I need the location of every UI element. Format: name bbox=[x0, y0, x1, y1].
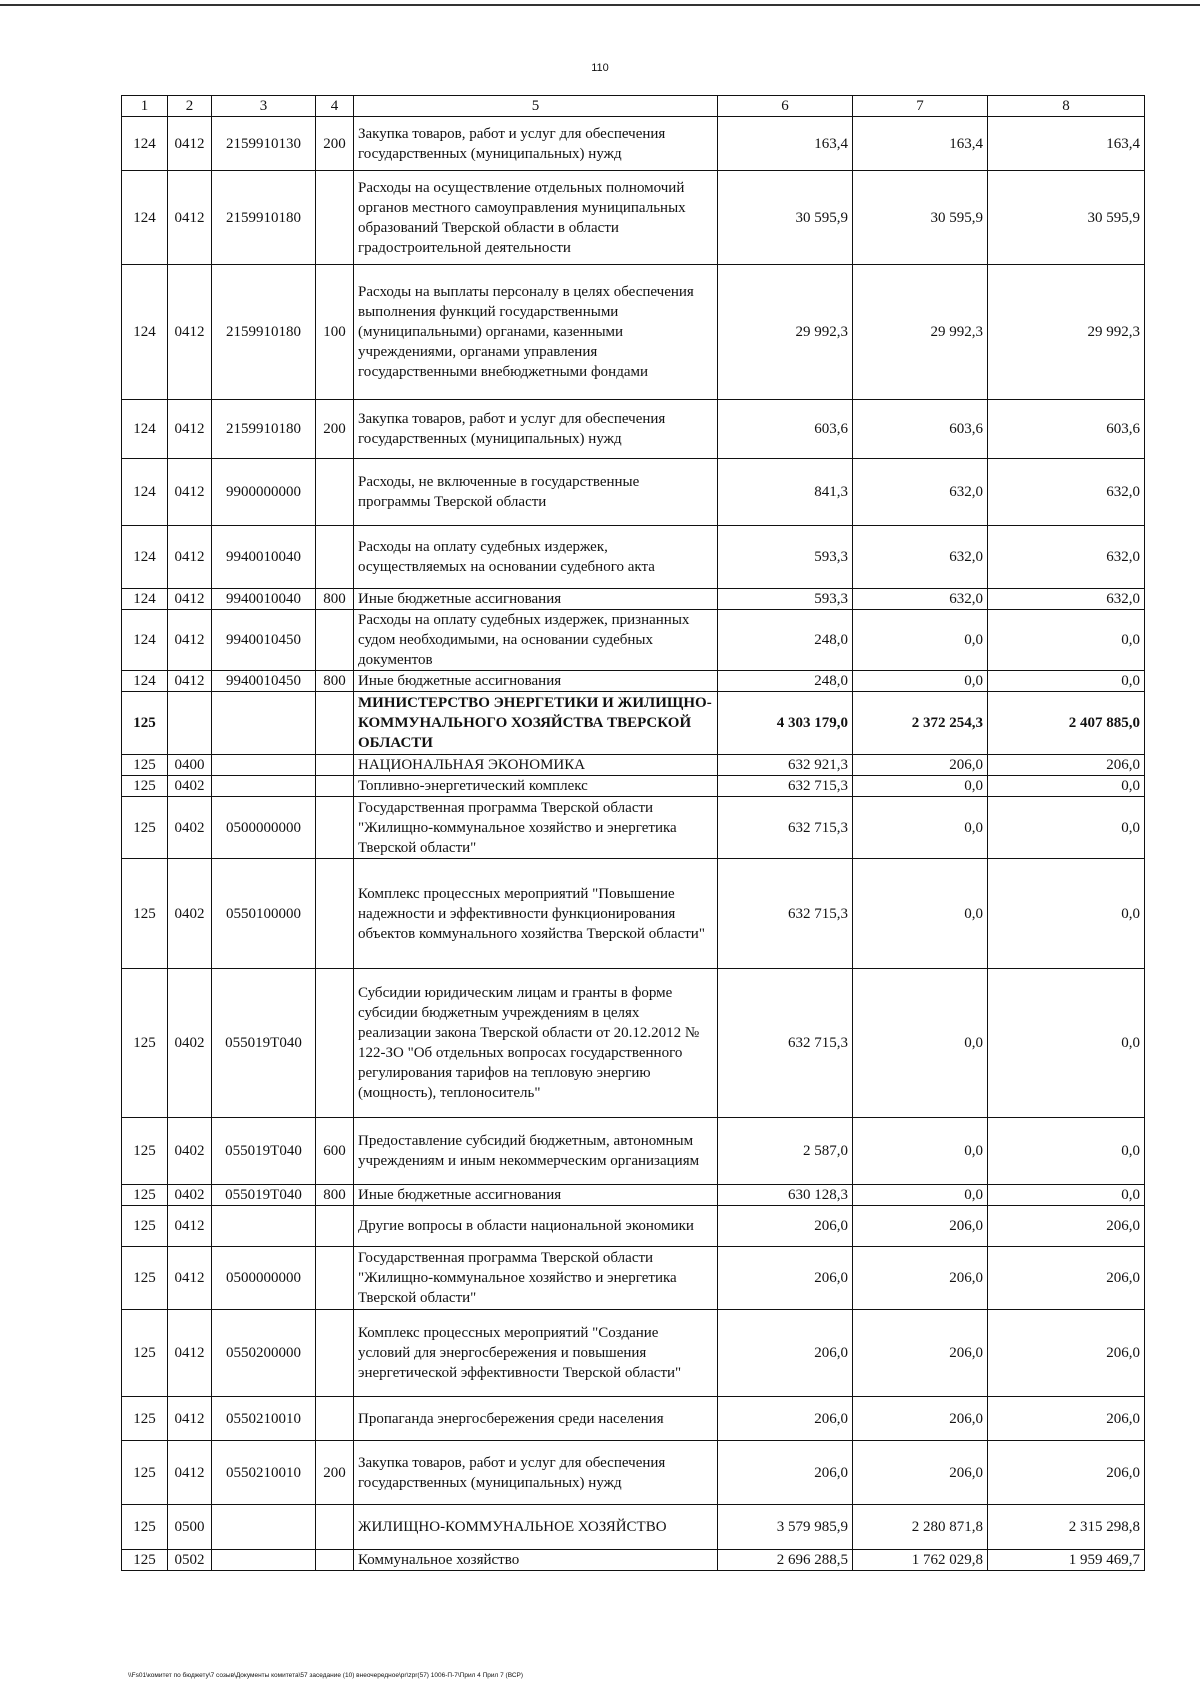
cell-section: 0402 bbox=[168, 1185, 212, 1206]
cell-section: 0412 bbox=[168, 1206, 212, 1247]
cell-description: Государственная программа Тверской области "Жилищно-коммунальное хозяйство и энергетика Тверской области" bbox=[354, 797, 718, 859]
cell-target-article: 2159910130 bbox=[212, 117, 316, 171]
page-number: 110 bbox=[591, 62, 609, 74]
cell-amount-year-2: 0,0 bbox=[853, 1185, 988, 1206]
cell-expense-type bbox=[316, 1550, 354, 1571]
cell-amount-year-3: 0,0 bbox=[988, 859, 1145, 969]
cell-description: Топливно-энергетический комплекс bbox=[354, 776, 718, 797]
cell-expense-type bbox=[316, 171, 354, 265]
col-header: 2 bbox=[168, 96, 212, 117]
cell-amount-year-3: 632,0 bbox=[988, 526, 1145, 589]
cell-amount-year-3: 1 959 469,7 bbox=[988, 1550, 1145, 1571]
cell-section: 0412 bbox=[168, 589, 212, 610]
cell-expense-type: 800 bbox=[316, 589, 354, 610]
cell-amount-year-1: 632 715,3 bbox=[718, 797, 853, 859]
cell-description: Закупка товаров, работ и услуг для обеспечения государственных (муниципальных) нужд bbox=[354, 400, 718, 459]
cell-target-article: 0550210010 bbox=[212, 1441, 316, 1505]
cell-amount-year-3: 206,0 bbox=[988, 1441, 1145, 1505]
cell-section: 0402 bbox=[168, 859, 212, 969]
cell-description: Расходы, не включенные в государственные программы Тверской области bbox=[354, 459, 718, 526]
cell-expense-type: 600 bbox=[316, 1118, 354, 1185]
cell-section: 0412 bbox=[168, 526, 212, 589]
table-row bbox=[122, 797, 1145, 859]
cell-amount-year-1: 2 587,0 bbox=[718, 1118, 853, 1185]
table-row bbox=[122, 776, 1145, 797]
cell-expense-type bbox=[316, 1397, 354, 1441]
cell-amount-year-1: 206,0 bbox=[718, 1441, 853, 1505]
cell-target-article: 055019Т040 bbox=[212, 1118, 316, 1185]
cell-description: ЖИЛИЩНО-КОММУНАЛЬНОЕ ХОЗЯЙСТВО bbox=[354, 1505, 718, 1550]
cell-amount-year-1: 603,6 bbox=[718, 400, 853, 459]
cell-amount-year-3: 206,0 bbox=[988, 755, 1145, 776]
cell-section: 0412 bbox=[168, 171, 212, 265]
cell-expense-type bbox=[316, 1247, 354, 1310]
cell-expense-type bbox=[316, 1310, 354, 1397]
cell-description: Закупка товаров, работ и услуг для обеспечения государственных (муниципальных) нужд bbox=[354, 117, 718, 171]
cell-chapter: 124 bbox=[122, 171, 168, 265]
table-row bbox=[122, 1185, 1145, 1206]
cell-expense-type bbox=[316, 526, 354, 589]
table-row bbox=[122, 671, 1145, 692]
cell-chapter: 125 bbox=[122, 797, 168, 859]
cell-description: МИНИСТЕРСТВО ЭНЕРГЕТИКИ И ЖИЛИЩНО-КОММУНАЛЬНОГО ХОЗЯЙСТВА ТВЕРСКОЙ ОБЛАСТИ bbox=[354, 692, 718, 755]
cell-amount-year-1: 248,0 bbox=[718, 671, 853, 692]
table-row bbox=[122, 859, 1145, 969]
cell-amount-year-3: 0,0 bbox=[988, 671, 1145, 692]
table-row bbox=[122, 265, 1145, 400]
cell-section: 0412 bbox=[168, 1310, 212, 1397]
cell-chapter: 125 bbox=[122, 755, 168, 776]
cell-section: 0412 bbox=[168, 459, 212, 526]
cell-amount-year-1: 163,4 bbox=[718, 117, 853, 171]
col-header: 6 bbox=[718, 96, 853, 117]
cell-target-article: 0550210010 bbox=[212, 1397, 316, 1441]
table-row bbox=[122, 589, 1145, 610]
table-row bbox=[122, 610, 1145, 671]
cell-amount-year-3: 206,0 bbox=[988, 1397, 1145, 1441]
cell-chapter: 125 bbox=[122, 692, 168, 755]
cell-target-article: 9900000000 bbox=[212, 459, 316, 526]
cell-amount-year-1: 593,3 bbox=[718, 589, 853, 610]
table-row bbox=[122, 171, 1145, 265]
cell-amount-year-2: 163,4 bbox=[853, 117, 988, 171]
cell-amount-year-3: 0,0 bbox=[988, 610, 1145, 671]
cell-amount-year-2: 1 762 029,8 bbox=[853, 1550, 988, 1571]
cell-target-article: 0500000000 bbox=[212, 1247, 316, 1310]
cell-description: Субсидии юридическим лицам и гранты в форме субсидии бюджетным учреждениям в целях реализации закона Тверской области от 20.12.2012 № 122-ЗО "Об отдельных вопросах государственного регулирования тарифов на тепловую энергию (мощность), теплоноситель" bbox=[354, 969, 718, 1118]
cell-expense-type bbox=[316, 610, 354, 671]
cell-amount-year-2: 206,0 bbox=[853, 755, 988, 776]
cell-amount-year-3: 0,0 bbox=[988, 969, 1145, 1118]
cell-amount-year-2: 2 372 254,3 bbox=[853, 692, 988, 755]
cell-section: 0412 bbox=[168, 1441, 212, 1505]
cell-expense-type bbox=[316, 776, 354, 797]
cell-amount-year-3: 2 315 298,8 bbox=[988, 1505, 1145, 1550]
table-row bbox=[122, 400, 1145, 459]
cell-target-article: 0500000000 bbox=[212, 797, 316, 859]
cell-target-article bbox=[212, 755, 316, 776]
cell-description: Расходы на осуществление отдельных полномочий органов местного самоуправления муниципальных образований Тверской области в области градостроительной деятельности bbox=[354, 171, 718, 265]
cell-section: 0412 bbox=[168, 117, 212, 171]
table-row bbox=[122, 1118, 1145, 1185]
cell-amount-year-2: 206,0 bbox=[853, 1206, 988, 1247]
cell-amount-year-2: 632,0 bbox=[853, 459, 988, 526]
cell-expense-type bbox=[316, 797, 354, 859]
cell-target-article: 2159910180 bbox=[212, 400, 316, 459]
table-body bbox=[122, 117, 1145, 1571]
cell-target-article: 2159910180 bbox=[212, 265, 316, 400]
table-row bbox=[122, 1441, 1145, 1505]
cell-chapter: 125 bbox=[122, 859, 168, 969]
cell-description: Иные бюджетные ассигнования bbox=[354, 1185, 718, 1206]
table-row bbox=[122, 755, 1145, 776]
cell-amount-year-2: 206,0 bbox=[853, 1310, 988, 1397]
cell-description: Государственная программа Тверской области "Жилищно-коммунальное хозяйство и энергетика Тверской области" bbox=[354, 1247, 718, 1310]
cell-amount-year-3: 29 992,3 bbox=[988, 265, 1145, 400]
cell-amount-year-3: 2 407 885,0 bbox=[988, 692, 1145, 755]
cell-amount-year-3: 603,6 bbox=[988, 400, 1145, 459]
table-row bbox=[122, 526, 1145, 589]
cell-expense-type bbox=[316, 859, 354, 969]
cell-amount-year-3: 632,0 bbox=[988, 589, 1145, 610]
cell-amount-year-3: 0,0 bbox=[988, 797, 1145, 859]
cell-amount-year-1: 206,0 bbox=[718, 1310, 853, 1397]
cell-amount-year-3: 206,0 bbox=[988, 1247, 1145, 1310]
cell-amount-year-2: 206,0 bbox=[853, 1441, 988, 1505]
table-row bbox=[122, 1550, 1145, 1571]
cell-chapter: 125 bbox=[122, 776, 168, 797]
cell-chapter: 125 bbox=[122, 1206, 168, 1247]
cell-description: Пропаганда энергосбережения среди населения bbox=[354, 1397, 718, 1441]
cell-section: 0400 bbox=[168, 755, 212, 776]
cell-amount-year-2: 632,0 bbox=[853, 526, 988, 589]
cell-chapter: 125 bbox=[122, 1118, 168, 1185]
cell-description: Расходы на оплату судебных издержек, признанных судом необходимыми, на основании судебных документов bbox=[354, 610, 718, 671]
cell-target-article: 0550200000 bbox=[212, 1310, 316, 1397]
cell-amount-year-2: 0,0 bbox=[853, 610, 988, 671]
cell-amount-year-1: 206,0 bbox=[718, 1397, 853, 1441]
cell-description: Закупка товаров, работ и услуг для обеспечения государственных (муниципальных) нужд bbox=[354, 1441, 718, 1505]
cell-expense-type: 800 bbox=[316, 671, 354, 692]
cell-target-article: 055019Т040 bbox=[212, 969, 316, 1118]
cell-amount-year-1: 248,0 bbox=[718, 610, 853, 671]
cell-section: 0412 bbox=[168, 1247, 212, 1310]
cell-amount-year-3: 0,0 bbox=[988, 1185, 1145, 1206]
top-border-line bbox=[0, 4, 1200, 6]
cell-chapter: 124 bbox=[122, 610, 168, 671]
cell-chapter: 125 bbox=[122, 1247, 168, 1310]
cell-amount-year-1: 632 715,3 bbox=[718, 776, 853, 797]
cell-section: 0402 bbox=[168, 1118, 212, 1185]
cell-amount-year-2: 0,0 bbox=[853, 797, 988, 859]
cell-expense-type bbox=[316, 969, 354, 1118]
cell-description: Расходы на выплаты персоналу в целях обеспечения выполнения функций государственными (муниципальными) органами, казенными учреждениями, органами управления государственными внебюджетными фондами bbox=[354, 265, 718, 400]
cell-amount-year-1: 632 715,3 bbox=[718, 859, 853, 969]
cell-amount-year-1: 3 579 985,9 bbox=[718, 1505, 853, 1550]
cell-target-article: 2159910180 bbox=[212, 171, 316, 265]
cell-amount-year-2: 30 595,9 bbox=[853, 171, 988, 265]
cell-chapter: 125 bbox=[122, 969, 168, 1118]
cell-chapter: 125 bbox=[122, 1550, 168, 1571]
cell-amount-year-1: 206,0 bbox=[718, 1206, 853, 1247]
col-header: 8 bbox=[988, 96, 1145, 117]
cell-chapter: 124 bbox=[122, 400, 168, 459]
cell-amount-year-3: 0,0 bbox=[988, 1118, 1145, 1185]
cell-amount-year-1: 632 921,3 bbox=[718, 755, 853, 776]
cell-description: Другие вопросы в области национальной экономики bbox=[354, 1206, 718, 1247]
col-header: 7 bbox=[853, 96, 988, 117]
cell-section: 0402 bbox=[168, 969, 212, 1118]
col-header: 4 bbox=[316, 96, 354, 117]
table-row bbox=[122, 1247, 1145, 1310]
cell-expense-type bbox=[316, 755, 354, 776]
cell-expense-type bbox=[316, 1206, 354, 1247]
cell-section: 0412 bbox=[168, 1397, 212, 1441]
cell-amount-year-1: 2 696 288,5 bbox=[718, 1550, 853, 1571]
cell-description: Иные бюджетные ассигнования bbox=[354, 589, 718, 610]
cell-chapter: 125 bbox=[122, 1505, 168, 1550]
cell-amount-year-1: 4 303 179,0 bbox=[718, 692, 853, 755]
cell-section: 0402 bbox=[168, 797, 212, 859]
cell-chapter: 124 bbox=[122, 526, 168, 589]
cell-target-article: 9940010450 bbox=[212, 671, 316, 692]
cell-amount-year-2: 603,6 bbox=[853, 400, 988, 459]
cell-amount-year-3: 163,4 bbox=[988, 117, 1145, 171]
cell-amount-year-1: 30 595,9 bbox=[718, 171, 853, 265]
cell-chapter: 124 bbox=[122, 671, 168, 692]
col-header: 5 bbox=[354, 96, 718, 117]
cell-amount-year-1: 206,0 bbox=[718, 1247, 853, 1310]
cell-expense-type bbox=[316, 1505, 354, 1550]
cell-chapter: 124 bbox=[122, 459, 168, 526]
cell-chapter: 124 bbox=[122, 117, 168, 171]
col-header: 3 bbox=[212, 96, 316, 117]
cell-chapter: 124 bbox=[122, 265, 168, 400]
cell-chapter: 125 bbox=[122, 1397, 168, 1441]
cell-target-article bbox=[212, 692, 316, 755]
cell-amount-year-3: 632,0 bbox=[988, 459, 1145, 526]
cell-chapter: 125 bbox=[122, 1441, 168, 1505]
cell-target-article: 9940010040 bbox=[212, 526, 316, 589]
cell-expense-type: 100 bbox=[316, 265, 354, 400]
cell-amount-year-3: 206,0 bbox=[988, 1310, 1145, 1397]
table-row bbox=[122, 1505, 1145, 1550]
table-row bbox=[122, 459, 1145, 526]
cell-target-article bbox=[212, 776, 316, 797]
table-row bbox=[122, 1206, 1145, 1247]
cell-description: Иные бюджетные ассигнования bbox=[354, 671, 718, 692]
cell-amount-year-2: 0,0 bbox=[853, 859, 988, 969]
cell-amount-year-1: 841,3 bbox=[718, 459, 853, 526]
cell-section bbox=[168, 692, 212, 755]
cell-description: НАЦИОНАЛЬНАЯ ЭКОНОМИКА bbox=[354, 755, 718, 776]
cell-amount-year-2: 2 280 871,8 bbox=[853, 1505, 988, 1550]
cell-amount-year-2: 0,0 bbox=[853, 969, 988, 1118]
cell-expense-type: 200 bbox=[316, 400, 354, 459]
cell-section: 0412 bbox=[168, 671, 212, 692]
cell-expense-type: 200 bbox=[316, 117, 354, 171]
cell-expense-type bbox=[316, 459, 354, 526]
cell-section: 0402 bbox=[168, 776, 212, 797]
cell-target-article bbox=[212, 1206, 316, 1247]
table-row bbox=[122, 692, 1145, 755]
cell-section: 0412 bbox=[168, 265, 212, 400]
col-header: 1 bbox=[122, 96, 168, 117]
cell-expense-type: 800 bbox=[316, 1185, 354, 1206]
cell-amount-year-1: 593,3 bbox=[718, 526, 853, 589]
cell-description: Расходы на оплату судебных издержек, осуществляемых на основании судебного акта bbox=[354, 526, 718, 589]
footer-file-path: \\Fs01\комитет по бюджету\7 созыв\Документы комитета\57 заседание (10) внеочередное\pr\zpr(57) 1006-П-7\Прил 4 Прил 7 (ВСР) bbox=[128, 1672, 524, 1679]
cell-amount-year-2: 0,0 bbox=[853, 671, 988, 692]
cell-expense-type: 200 bbox=[316, 1441, 354, 1505]
cell-amount-year-2: 206,0 bbox=[853, 1397, 988, 1441]
cell-section: 0412 bbox=[168, 610, 212, 671]
cell-chapter: 124 bbox=[122, 589, 168, 610]
cell-target-article: 0550100000 bbox=[212, 859, 316, 969]
table-row bbox=[122, 969, 1145, 1118]
cell-section: 0412 bbox=[168, 400, 212, 459]
cell-amount-year-2: 206,0 bbox=[853, 1247, 988, 1310]
cell-description: Предоставление субсидий бюджетным, автономным учреждениям и иным некоммерческим организациям bbox=[354, 1118, 718, 1185]
table-row bbox=[122, 1397, 1145, 1441]
cell-target-article bbox=[212, 1550, 316, 1571]
cell-amount-year-2: 29 992,3 bbox=[853, 265, 988, 400]
cell-target-article: 055019Т040 bbox=[212, 1185, 316, 1206]
cell-amount-year-2: 632,0 bbox=[853, 589, 988, 610]
header-row bbox=[122, 96, 1145, 117]
cell-amount-year-3: 0,0 bbox=[988, 776, 1145, 797]
cell-amount-year-2: 0,0 bbox=[853, 776, 988, 797]
cell-section: 0502 bbox=[168, 1550, 212, 1571]
table-row bbox=[122, 1310, 1145, 1397]
cell-amount-year-2: 0,0 bbox=[853, 1118, 988, 1185]
cell-expense-type bbox=[316, 692, 354, 755]
cell-amount-year-3: 30 595,9 bbox=[988, 171, 1145, 265]
budget-table bbox=[121, 95, 1145, 1571]
cell-amount-year-1: 29 992,3 bbox=[718, 265, 853, 400]
table-row bbox=[122, 117, 1145, 171]
cell-target-article bbox=[212, 1505, 316, 1550]
cell-amount-year-1: 632 715,3 bbox=[718, 969, 853, 1118]
cell-description: Коммунальное хозяйство bbox=[354, 1550, 718, 1571]
cell-chapter: 125 bbox=[122, 1185, 168, 1206]
cell-description: Комплекс процессных мероприятий "Создание условий для энергосбережения и повышения энергетической эффективности Тверской области" bbox=[354, 1310, 718, 1397]
cell-amount-year-3: 206,0 bbox=[988, 1206, 1145, 1247]
cell-section: 0500 bbox=[168, 1505, 212, 1550]
cell-description: Комплекс процессных мероприятий "Повышение надежности и эффективности функционирования объектов коммунального хозяйства Тверской области" bbox=[354, 859, 718, 969]
cell-target-article: 9940010040 bbox=[212, 589, 316, 610]
cell-target-article: 9940010450 bbox=[212, 610, 316, 671]
cell-chapter: 125 bbox=[122, 1310, 168, 1397]
cell-amount-year-1: 630 128,3 bbox=[718, 1185, 853, 1206]
